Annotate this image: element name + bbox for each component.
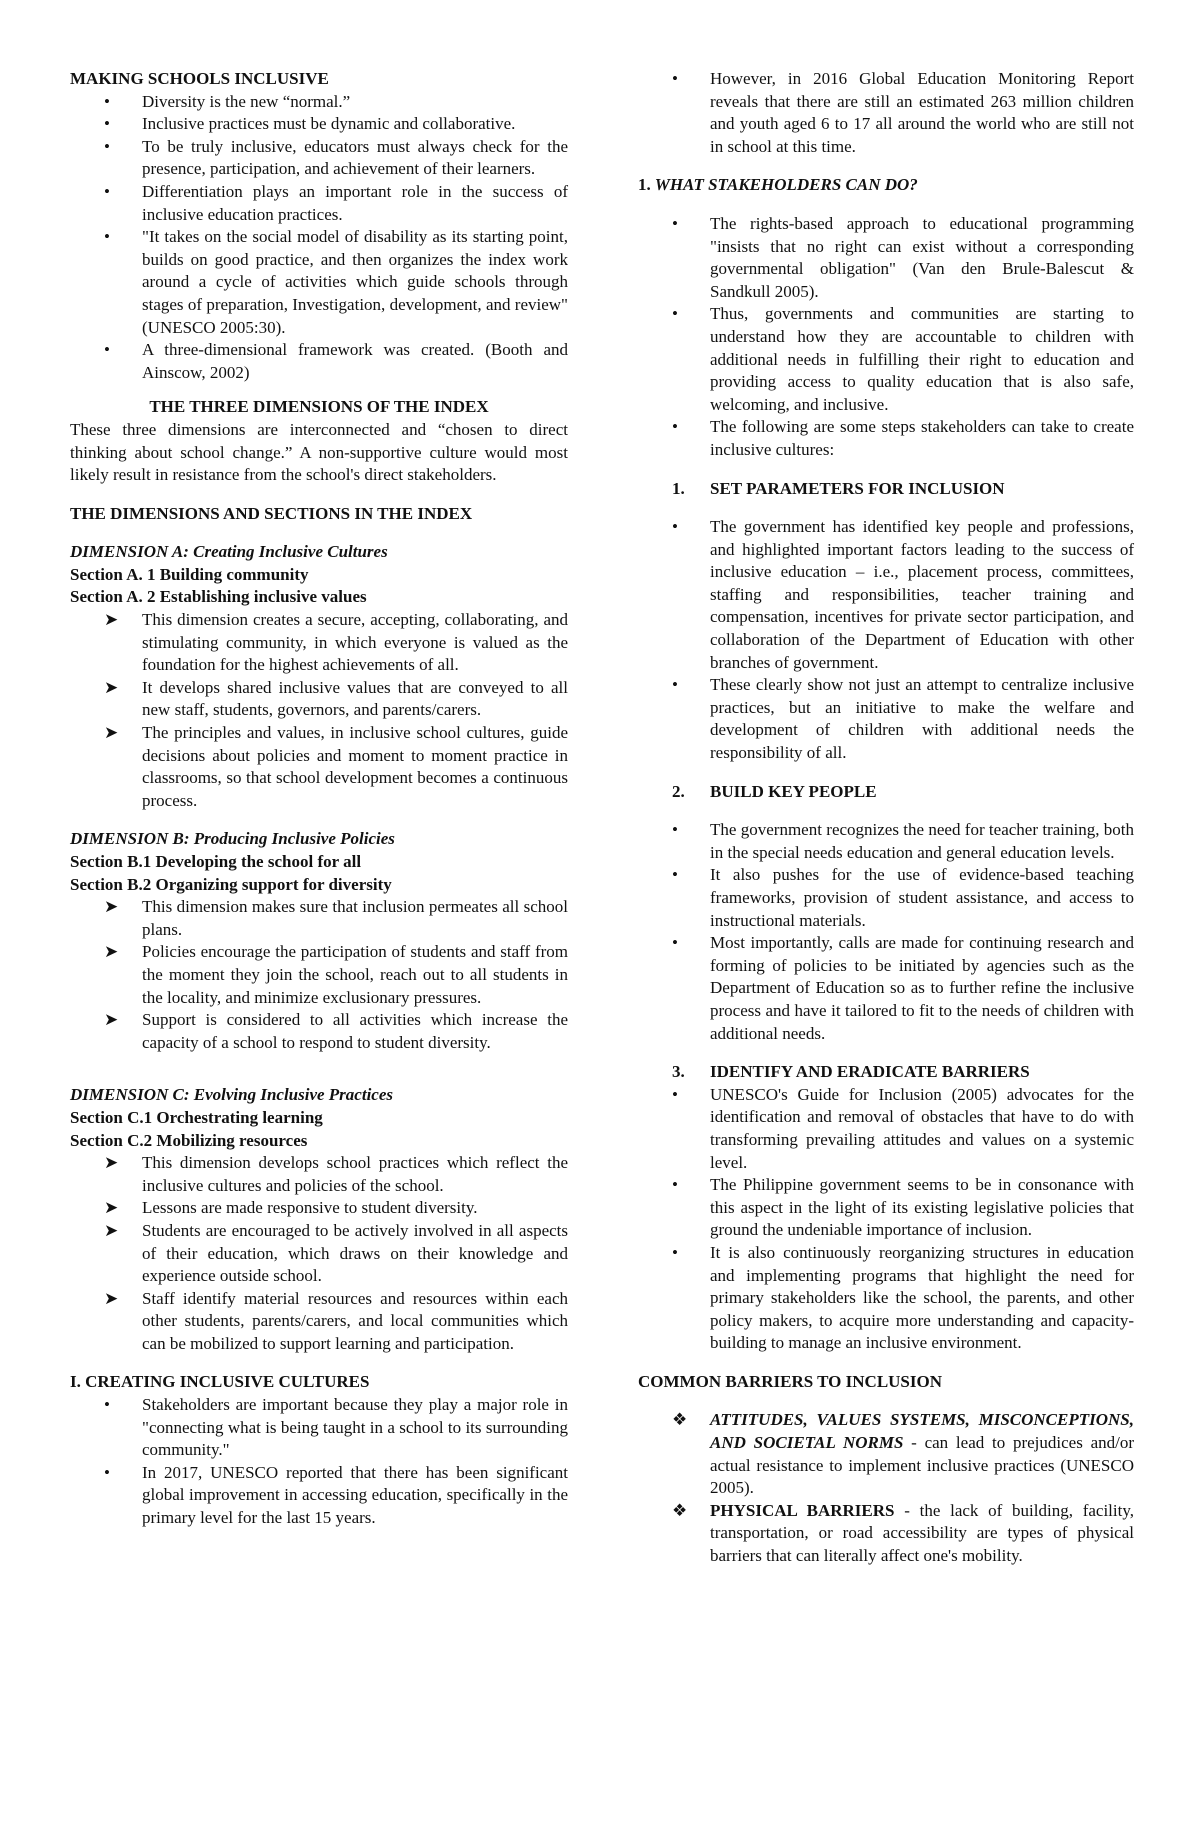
dimension-b-list	[70, 896, 568, 1054]
arrow-bullet-icon: ➤	[104, 1288, 119, 1308]
list-item: • Thus, governments and communities are starting to understand how they are accountable to children with additional needs in fulfilling their right to education and providing access to quality education that is also safe, welcoming, and inclusive.	[638, 303, 1134, 416]
step-2-heading: 2. BUILD KEY PEOPLE	[672, 781, 877, 801]
list-item: • The government recognizes the need for teacher training, both in the special needs education and general education levels.	[638, 819, 1134, 864]
right-column	[638, 68, 1134, 1568]
dimension-a-title: DIMENSION A: Creating Inclusive Cultures	[70, 542, 388, 562]
step-1-heading: 1. SET PARAMETERS FOR INCLUSION	[672, 478, 1005, 498]
list-item: ➤ Lessons are made responsive to student diversity.	[70, 1197, 568, 1220]
section-c1: Section C.1 Orchestrating learning	[70, 1107, 323, 1127]
list-item: • The following are some steps stakeholders can take to create inclusive cultures:	[638, 416, 1134, 461]
arrow-bullet-icon: ➤	[104, 677, 119, 697]
list-item: • In 2017, UNESCO reported that there has been significant global improvement in accessing education, specifically in the primary level for the last 15 years.	[70, 1462, 568, 1530]
three-dimensions-paragraph: These three dimensions are interconnected and “chosen to direct thinking about school change.” A non-supportive culture would most likely result in resistance from the school's direct stakeholders.	[70, 419, 568, 485]
list-item: • To be truly inclusive, educators must always check for the presence, participation, and achievement of their learners.	[70, 136, 568, 181]
stakeholders-heading: 1. WHAT STAKEHOLDERS CAN DO?	[638, 175, 918, 195]
list-item: • Stakeholders are important because they play a major role in "connecting what is being taught in a school to its surrounding community."	[70, 1394, 568, 1462]
list-item: • It also pushes for the use of evidence-based teaching frameworks, provision of student assistance, and access to instructional materials.	[638, 864, 1134, 932]
list-item: ❖ ATTITUDES, VALUES SYSTEMS, MISCONCEPTIONS, AND SOCIETAL NORMS - can lead to prejudices and/or actual resistance to implement inclusive practices (UNESCO 2005).	[672, 1410, 1134, 1498]
step-2-list	[638, 819, 1134, 1045]
arrow-bullet-icon: ➤	[104, 723, 119, 743]
list-item: ❖ PHYSICAL BARRIERS - the lack of building, facility, transportation, or road accessibility are types of physical barriers that can literally affect one's mobility.	[672, 1500, 1134, 1566]
dimension-c-title: DIMENSION C: Evolving Inclusive Practices	[70, 1085, 393, 1105]
list-item: • Diversity is the new “normal.”	[70, 91, 568, 114]
arrow-bullet-icon: ➤	[104, 1220, 119, 1240]
list-item: • A three-dimensional framework was created. (Booth and Ainscow, 2002)	[70, 339, 568, 384]
list-item: • Inclusive practices must be dynamic and collaborative.	[70, 113, 568, 136]
list-item: ➤ Staff identify material resources and resources within each other students, parents/carers, and local communities which can be mobilized to support learning and participation.	[104, 1288, 568, 1353]
list-item: • "It takes on the social model of disability as its starting point, builds on good practice, and then organizes the index work around a cycle of activities which guide schools through stages of preparation, Investigation, development, and review" (UNESCO 2005:30).	[70, 226, 568, 339]
section-b1: Section B.1 Developing the school for all	[70, 852, 362, 871]
list-item: • However, in 2016 Global Education Monitoring Report reveals that there are still an estimated 263 million children and youth aged 6 to 17 all around the world who are still not in school at this time.	[638, 68, 1134, 158]
step-3-heading: 3. IDENTIFY AND ERADICATE BARRIERS	[672, 1062, 1030, 1082]
list-item: ➤ Support is considered to all activities which increase the capacity of a school to respond to student diversity.	[104, 1010, 568, 1052]
list-item: ➤ This dimension creates a secure, accepting, collaborating, and stimulating community, in which everyone is valued as the foundation for the highest achievements of all.	[104, 610, 568, 675]
dimension-a-list	[70, 609, 568, 812]
list-item: ➤ This dimension develops school practices which reflect the inclusive cultures and policies of the school.	[104, 1153, 568, 1195]
dimension-c-list	[70, 1152, 568, 1355]
arrow-bullet-icon: ➤	[104, 1198, 119, 1218]
list-item: • The Philippine government seems to be in consonance with this aspect in the light of its existing legislative policies that ground the undeniable importance of inclusion.	[638, 1174, 1134, 1242]
dimensions-sections-heading: THE DIMENSIONS AND SECTIONS IN THE INDEX	[70, 503, 473, 523]
left-column	[70, 68, 568, 1530]
making-schools-heading: MAKING SCHOOLS INCLUSIVE	[70, 69, 329, 88]
list-item: • It is also continuously reorganizing structures in education and implementing programs that highlight the need for primary stakeholders like the school, the parents, and other policy makers, to acquire more understanding and capacity-building to manage an inclusive environment.	[638, 1242, 1134, 1355]
arrow-bullet-icon: ➤	[104, 610, 119, 630]
arrow-bullet-icon: ➤	[104, 1010, 119, 1030]
common-barriers-heading: COMMON BARRIERS TO INCLUSION	[638, 1371, 942, 1391]
section-c2: Section C.2 Mobilizing resources	[70, 1130, 308, 1150]
list-item: • UNESCO's Guide for Inclusion (2005) advocates for the identification and removal of obstacles that have to do with transforming prevailing attitudes and values on a systemic level.	[638, 1084, 1134, 1174]
diamond-bullet-icon: ❖	[672, 1410, 688, 1430]
list-item: ➤ Students are encouraged to be actively involved in all aspects of their education, which draws on their knowledge and experience outside school.	[104, 1220, 568, 1286]
arrow-bullet-icon: ➤	[104, 897, 119, 917]
list-item: ➤ The principles and values, in inclusive school cultures, guide decisions about policies and moment to moment practice in classrooms, so that school development becomes a continuous process.	[104, 723, 568, 810]
creating-cultures-heading: I. CREATING INCLUSIVE CULTURES	[70, 1372, 370, 1392]
list-item: • The rights-based approach to educational programming "insists that no right can exist without a corresponding governmental obligation" (Van den Brule-Balescut & Sandkull 2005).	[638, 213, 1134, 303]
section-a2: Section A. 2 Establishing inclusive values	[70, 587, 367, 607]
list-item: • Differentiation plays an important role in the success of inclusive education practices.	[70, 181, 568, 226]
list-item: ➤ Policies encourage the participation of students and staff from the moment they join the school, reach out to all students in the locality, and minimize exclusionary pressures.	[104, 942, 568, 1007]
barriers-list	[638, 1409, 1134, 1567]
intro-list	[638, 68, 1134, 158]
step-3-list	[638, 1084, 1134, 1355]
list-item: • Most importantly, calls are made for continuing research and forming of policies to be initiated by agencies such as the Department of Education so as to further refine the inclusive process and have it tailored to fit to the needs of children with additional needs.	[638, 932, 1134, 1045]
list-item: • These clearly show not just an attempt to centralize inclusive practices, but an initiative to make the welfare and development of children with additional needs the responsibility of all.	[638, 674, 1134, 764]
stakeholders-list	[638, 213, 1134, 462]
list-item: ➤ This dimension makes sure that inclusion permeates all school plans.	[104, 897, 568, 939]
three-dimensions-heading: THE THREE DIMENSIONS OF THE INDEX	[149, 397, 489, 417]
section-b2: Section B.2 Organizing support for diversity	[70, 874, 392, 894]
list-item: ➤ It develops shared inclusive values that are conveyed to all new staff, students, governors, and parents/carers.	[104, 677, 568, 720]
diamond-bullet-icon: ❖	[672, 1500, 688, 1520]
making-schools-list	[70, 91, 568, 385]
dimension-b-title: DIMENSION B: Producing Inclusive Policies	[70, 829, 395, 849]
section-a1: Section A. 1 Building community	[70, 564, 309, 584]
list-item: • The government has identified key people and professions, and highlighted important factors leading to the success of inclusive education – i.e., placement process, committees, staffing and responsibilities, teacher training and compensation, incentives for private sector participation, and collaboration of the Department of Education with other branches of government.	[638, 516, 1134, 674]
arrow-bullet-icon: ➤	[104, 942, 119, 962]
creating-cultures-list	[70, 1394, 568, 1530]
arrow-bullet-icon: ➤	[104, 1153, 119, 1173]
step-1-list	[638, 516, 1134, 765]
